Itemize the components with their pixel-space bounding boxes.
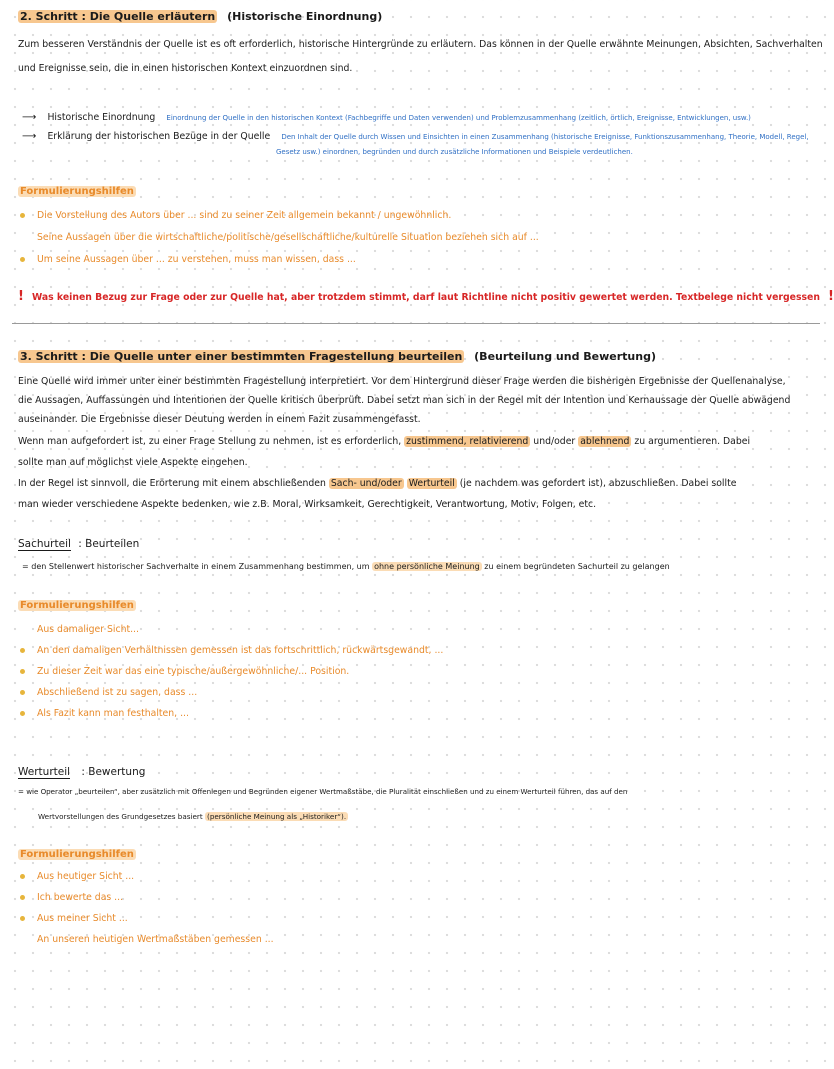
exclamation-icon: !: [827, 289, 834, 304]
warning-note: ! Was keinen Bezug zur Frage oder zur Quelle hat, aber trotzdem stimmt, darf laut Richtline nicht positiv gewertet werden. Textbelege nicht vergessen !: [18, 289, 834, 304]
list-item: Ich bewerte das ...: [20, 889, 123, 907]
step2-subtitle: (Historische Einordnung): [227, 10, 383, 23]
highlight: ohne persönliche Meinung: [374, 562, 480, 571]
arrow2-description-line2: Gesetz usw.) einordnen, begründen und durch zusätzliche Informationen und Beispiele verdeutlichen.: [276, 148, 633, 156]
highlight: ablehnend: [580, 436, 630, 447]
formulierungshilfen-heading: Formulierungshilfen: [20, 600, 134, 611]
step3-subtitle: (Beurteilung und Bewertung): [474, 350, 656, 363]
highlight: (persönliche Meinung als „Historiker“).: [207, 812, 347, 821]
highlight: zustimmend, relativierend: [406, 436, 529, 447]
highlight: Werturteil: [408, 478, 455, 489]
list-item: An unseren heutigen Wertmaßstäben gemessen ...: [37, 934, 274, 945]
bullet-icon: [20, 916, 25, 921]
step2-intro-line2: und Ereignisse sein, die in einen historischen Kontext einzuordnen sind.: [18, 63, 353, 74]
arrow2-description-line1: Den Inhalt der Quelle durch Wissen und Einsichten in einen Zusammenhang (historische Ereignisse, Funktionszusammenhang, Theorie, Modell, Regel,: [281, 133, 809, 141]
formulierungshilfen-heading: Formulierungshilfen: [20, 849, 134, 860]
step3-title: 3. Schritt : Die Quelle unter einer bestimmten Fragestellung beurteilen: [20, 350, 463, 363]
step3-heading: [18, 350, 656, 363]
exclamation-icon: !: [18, 289, 24, 304]
step3-paragraph-line: man wieder verschiedene Aspekte bedenken, wie z.B. Moral, Wirksamkeit, Gerechtigkeit, Verantwortung, Motiv, Folgen, etc.: [18, 499, 597, 510]
sachurteil-description: = den Stellenwert historischer Sachverhalte in einem Zusammenhang bestimmen, um ohne persönliche Meinung zu einem begründeten Sachurteil zu gelangen: [22, 562, 670, 571]
step2-heading: [18, 10, 382, 23]
list-item: Als Fazit kann man festhalten, ...: [20, 705, 189, 723]
bullet-icon: [20, 257, 25, 262]
step3-paragraph-line: die Aussagen, Auffassungen und Intentionen der Quelle kritisch überprüft. Dabei setzt man sich in der Regel mit der Intention und Kernaussage der Quelle abwägend: [18, 395, 791, 406]
list-item: Abschließend ist zu sagen, dass ...: [20, 684, 197, 702]
arrow-item-erklaerung: ⟶ Erklärung der historischen Bezüge in der Quelle Den Inhalt der Quelle durch Wissen und Einsichten in einen Zusammenhang (historische Ereignisse, Funktionszusammenhang, Theorie, Modell, Regel,: [22, 131, 809, 142]
step3-paragraph-line: Wenn man aufgefordert ist, zu einer Frage Stellung zu nehmen, ist es erforderlich, zustimmend, relativierend und/oder ablehnend zu argumentieren. Dabei: [18, 436, 751, 447]
list-item: Aus damaliger Sicht...: [37, 624, 139, 635]
arrow-right-icon: ⟶: [22, 131, 37, 142]
arrow-right-icon: ⟶: [22, 112, 37, 123]
highlight: Sach- und/oder: [330, 478, 402, 489]
bullet-icon: [20, 648, 25, 653]
bullet-icon: [20, 895, 25, 900]
step3-paragraph-line: auseinander. Die Ergebnisse dieser Deutung werden in einem Fazit zusammengefasst.: [18, 414, 421, 425]
list-item: Aus meiner Sicht ...: [20, 910, 128, 928]
step3-paragraph-line: In der Regel ist sinnvoll, die Erörterung mit einem abschließenden Sach- und/oder Werturteil (je nachdem was gefordert ist), abzuschließen. Dabei sollte: [18, 478, 737, 489]
step3-paragraph-line: Eine Quelle wird immer unter einer bestimmten Fragestellung interpretiert. Vor dem Hintergrund dieser Frage werden die bisherigen Ergebnisse der Quellenanalyse,: [18, 376, 786, 387]
sachurteil-heading: Sachurteil : Beurteilen: [18, 538, 140, 550]
list-item: Die Vorstellung des Autors über ... sind zu seiner Zeit allgemein bekannt / ungewöhnlich.: [20, 207, 451, 225]
bullet-icon: [20, 690, 25, 695]
list-item: An den damaligen Verhältnissen gemessen ist das fortschrittlich, rückwärtsgewandt, ...: [20, 642, 443, 660]
arrow-item-historische-einordnung: ⟶ Historische Einordnung Einordnung der Quelle in den historischen Kontext (Fachbegriffe und Daten verwenden) und Problemzusammenhang (zeitlich, örtlich, Ereignisse, Entwicklungen, usw.): [22, 112, 751, 123]
list-item: Um seine Aussagen über ... zu verstehen, muss man wissen, dass ...: [20, 251, 356, 269]
step2-title: 2. Schritt : Die Quelle erläutern: [20, 10, 216, 23]
list-item: Seine Aussagen über die wirtschaftliche/politische/gesellschaftliche/kulturelle Situation beziehen sich auf ...: [37, 232, 539, 243]
list-item: Zu dieser Zeit war das eine typische/außergewöhnliche/... Position.: [20, 663, 349, 681]
step2-intro-line1: Zum besseren Verständnis der Quelle ist es oft erforderlich, historische Hintergründe zu erläutern. Das können in der Quelle erwähnte Meinungen, Absichten, Sachverhalten: [18, 39, 823, 50]
werturteil-heading: Werturteil : Bewertung: [18, 766, 146, 778]
bullet-icon: [20, 669, 25, 674]
arrow1-description: Einordnung der Quelle in den historischen Kontext (Fachbegriffe und Daten verwenden) und Problemzusammenhang (zeitlich, örtlich, Ereignisse, Entwicklungen, usw.): [166, 114, 751, 122]
werturteil-description-line2: Wertvorstellungen des Grundgesetzes basiert (persönliche Meinung als „Historiker“).: [38, 812, 347, 821]
bullet-icon: [20, 213, 25, 218]
bullet-icon: [20, 874, 25, 879]
bullet-icon: [20, 711, 25, 716]
werturteil-description-line1: = wie Operator „beurteilen“, aber zusätzlich mit Offenlegen und Begründen eigener Wertmaßstäbe, die Pluralität einschließen und zu einem Werturteil führen, das auf den: [18, 787, 628, 796]
step3-paragraph-line: sollte man auf möglichst viele Aspekte eingehen.: [18, 457, 248, 468]
section-divider: [12, 323, 820, 324]
list-item: Aus heutiger Sicht ...: [20, 868, 134, 886]
formulierungshilfen-heading: Formulierungshilfen: [20, 186, 134, 197]
